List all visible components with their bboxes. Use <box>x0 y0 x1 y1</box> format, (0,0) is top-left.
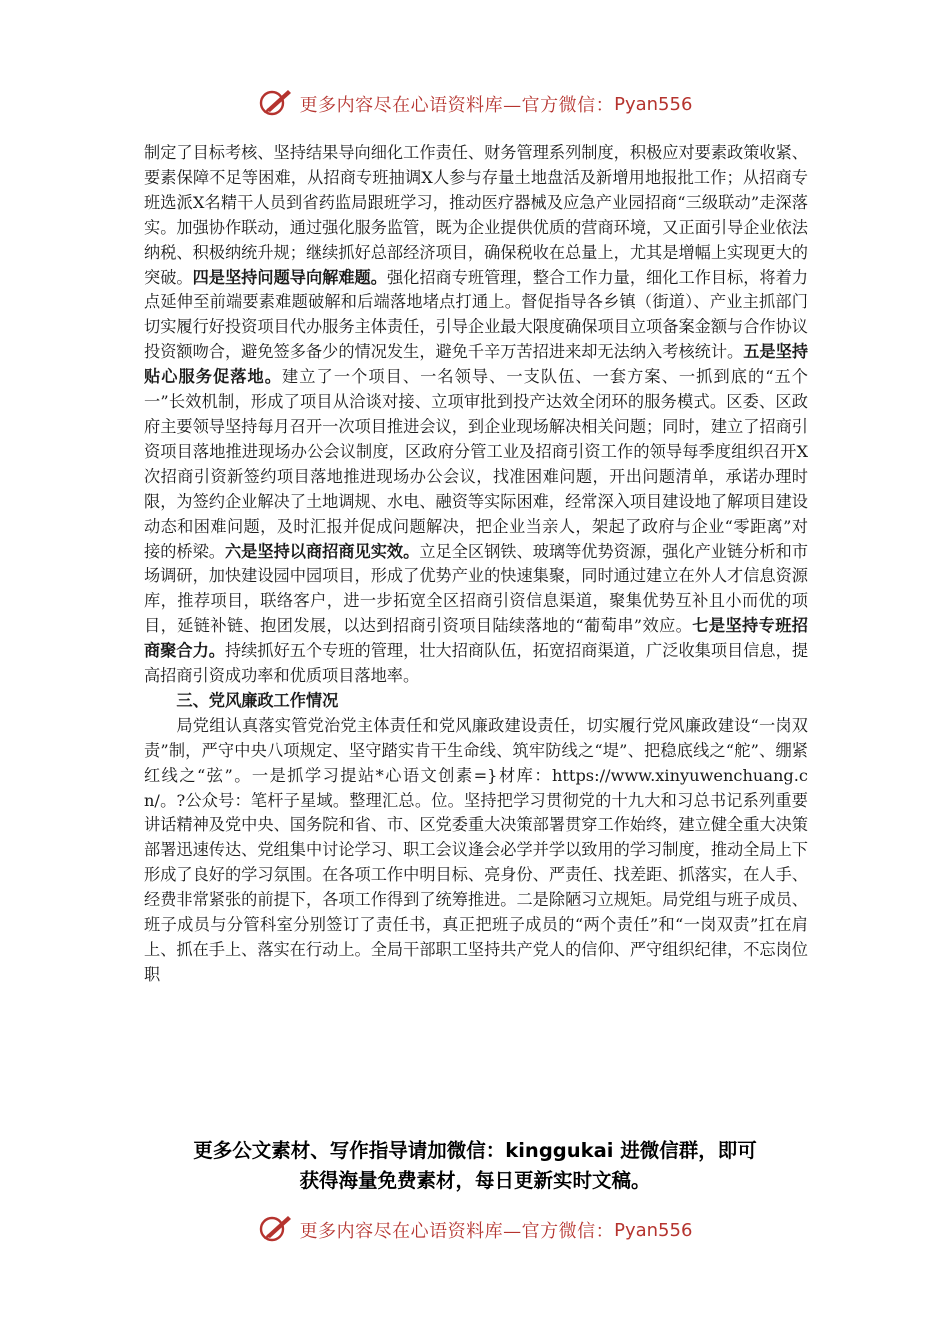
point-four-heading: 四是坚持问题导向解难题。 <box>192 267 387 287</box>
section-heading-three: 三、党风廉政工作情况 <box>176 690 339 710</box>
paragraph-investment: 制定了目标考核、坚持结果导向细化工作责任、财务管理系列制度，积极应对要素政策收紧、要素保障不足等困难，从招商专班抽调X人参与存量土地盘活及新增用地报批工作；从招商专班选派X名精干人员到省药监局跟班学习，推动医疗器械及应急产业园招商“三级联动”走深落实。加强协作联动，通过强化服务监管，既为企业提供优质的营商环境，又正面引导企业依法纳税、积极纳统升规；继续抓好总部经济项目，确保税收在总量上，尤其是增幅上实现更大的突破。四是坚持问题导向解难题。强化招商专班管理，整合工作力量，细化工作目标，将着力点延伸至前端要素难题破解和后端落地堵点打通上。督促指导各乡镇（街道）、产业主抓部门切实履行好投资项目代办服务主体责任，引导企业最大限度确保项目立项备案金额与合作协议投资额吻合，避免签多备少的情况发生，避免千辛万苦招进来却无法纳入考核统计。五是坚持贴心服务促落地。建立了一个项目、一名领导、一支队伍、一套方案、一抓到底的“五个一”长效机制，形成了项目从洽谈对接、立项审批到投产达效全闭环的服务模式。区委、区政府主要领导坚持每月召开一次项目推进会议，到企业现场解决相关问题；同时，建立了招商引资项目落地推进现场办公会议制度，区政府分管工业及招商引资工作的领导每季度组织召开X次招商引资新签约项目落地推进现场办公会议，找准困难问题，开出问题清单，承诺办理时限，为签约企业解决了土地调规、水电、融资等实际困难，经常深入项目建设地了解项目建设动态和困难问题，及时汇报并促成问题解决，把企业当亲人，架起了政府与企业“零距离”对接的桥梁。六是坚持以商招商见实效。立足全区钢铁、玻璃等优势资源，强化产业链分析和市场调研，加快建设园中园项目，形成了优势产业的快速集聚，同时通过建立在外人才信息资源库，推荐项目，联络客户，进一步拓宽全区招商引资信息渠道，聚集优势互补且小而优的项目，延链补链、抱团发展，以达到招商引资项目陆续落地的“葡萄串”效应。七是坚持专班招商聚合力。持续抓好五个专班的管理，壮大招商队伍，拓宽招商渠道，广泛收集项目信息，提高招商引资成功率和优质项目落地率。 <box>144 143 809 686</box>
point-five-heading: 五是坚持贴心服务促落地。 <box>144 342 809 387</box>
header-watermark-banner <box>0 84 950 124</box>
quill-pen-logo-icon <box>258 1212 294 1249</box>
header-banner-text: 更多内容尽在心语资料库—官方微信： <box>299 95 615 116</box>
promo-line-2: 获得海量免费素材，每日更新实时文稿。 <box>299 1169 651 1192</box>
point-six-heading: 六是坚持以商招商见实效。 <box>224 541 420 561</box>
footer-banner-text: 更多内容尽在心语资料库—官方微信： <box>299 1221 615 1242</box>
promo-notice <box>100 1136 850 1196</box>
point-seven-heading: 七是坚持专班招商聚合力。 <box>144 616 808 661</box>
footer-banner-handle: Pyan556 <box>614 1219 693 1241</box>
header-banner-handle: Pyan556 <box>614 93 693 115</box>
document-body <box>144 141 808 988</box>
promo-line-1: 更多公文素材、写作指导请加微信：kinggukai 进微信群，即可 <box>193 1139 757 1162</box>
footer-watermark-banner <box>0 1210 950 1250</box>
paragraph-party-conduct: 局党组认真落实管党治党主体责任和党风廉政建设责任，切实履行党风廉政建设“一岗双责”制，严守中央八项规定、坚守踏实肯干生命线、筑牢防线之“堤”、把稳底线之“舵”、绷紧红线之“弦”。一是抓学习提站*心语文创素=}材库：https://www.xinyuwenchuang.cn/。?公众号：笔杆子星域。整理汇总。位。坚持把学习贯彻党的十九大和习总书记系列重要讲话精神及党中央、国务院和省、市、区党委重大决策部署贯穿工作始终，建立健全重大决策部署迅速传达、党组集中讨论学习、职工会议逢会必学并学以致用的学习制度，推动全局上下形成了良好的学习氛围。在各项工作中明目标、亮身份、严责任、找差距、抓落实，在人手、经费非常紧张的前提下，各项工作得到了统筹推进。二是除陋习立规矩。局党组与班子成员、班子成员与分管科室分别签订了责任书，真正把班子成员的“两个责任”和“一岗双责”扛在肩上、抓在手上、落实在行动上。全局干部职工坚持共产党人的信仰、严守组织纪律，不忘岗位职 <box>144 715 808 984</box>
quill-pen-logo-icon <box>258 86 294 123</box>
